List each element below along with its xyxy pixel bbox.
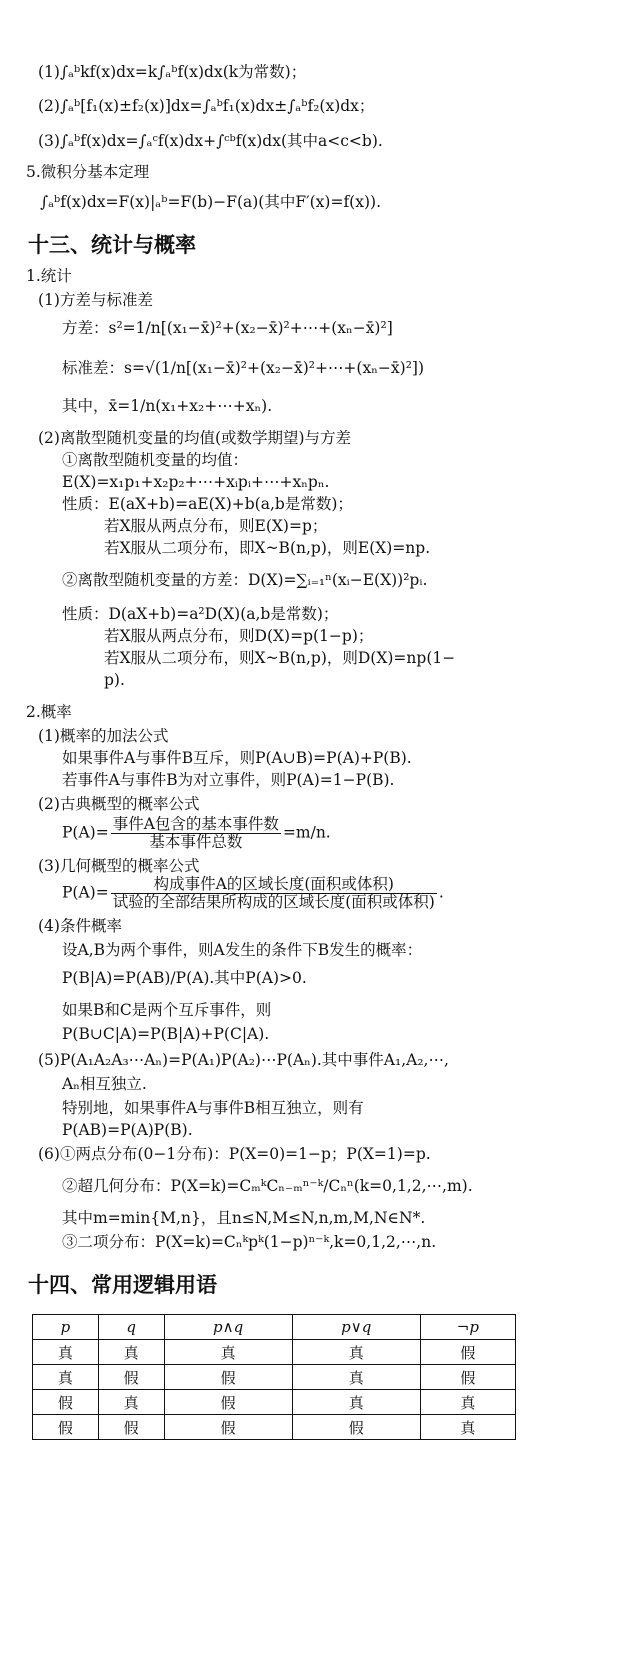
geometric-numerator: 构成事件A的区域长度(面积或体积) — [111, 876, 437, 894]
independence-line-3: 特别地，如果事件A与事件B相互独立，则有 — [62, 1099, 364, 1117]
table-cell: 假 — [98, 1415, 164, 1440]
header-cell-p: p — [33, 1315, 99, 1340]
classical-denominator: 基本事件总数 — [149, 833, 243, 851]
integral-property-1: (1)∫ₐᵇkf(x)dx=k∫ₐᵇf(x)dx(k为常数)； — [38, 63, 307, 81]
stats-heading: 1.统计 — [26, 267, 72, 285]
independence-line-1: (5)P(A₁A₂A₃⋯Aₙ)=P(A₁)P(A₂)⋯P(Aₙ).其中事件A₁,A₂,⋯, — [38, 1051, 449, 1069]
table-cell: 真 — [164, 1340, 292, 1365]
variance-formula: 方差：s²=1/n[(x₁−x̄)²+(x₂−x̄)²+⋯+(xₙ−x̄)²] — [62, 319, 393, 337]
geometric-heading: (3)几何概型的概率公式 — [38, 857, 200, 875]
table-cell: 假 — [164, 1365, 292, 1390]
table-cell: 假 — [164, 1390, 292, 1415]
classical-result: =m/n. — [282, 823, 331, 842]
variance-rv-definition: ②离散型随机变量的方差：D(X)=∑ᵢ₌₁ⁿ(xᵢ−E(X))²pᵢ. — [62, 571, 428, 589]
independence-line-4: P(AB)=P(A)P(B). — [62, 1121, 193, 1139]
geometric-fraction — [111, 876, 437, 911]
expectation-property: 性质：E(aX+b)=aE(X)+b(a,b是常数)； — [62, 495, 353, 513]
table-row — [33, 1415, 516, 1440]
distribution-hypergeometric-note: 其中m=min{M,n}，且n≤N,M≤N,n,m,M,N∈N*. — [62, 1209, 426, 1227]
independence-line-2: Aₙ相互独立. — [62, 1075, 147, 1093]
variance-rv-two-point: 若X服从两点分布，则D(X)=p(1−p)； — [104, 627, 374, 645]
header-cell-q: q — [98, 1315, 164, 1340]
geometric-denominator: 试验的全部结果所构成的区域长度(面积或体积) — [112, 893, 435, 911]
classical-formula — [62, 816, 331, 851]
variance-rv-property: 性质：D(aX+b)=a²D(X)(a,b是常数)； — [62, 605, 339, 623]
distribution-binomial: ③二项分布：P(X=k)=Cₙᵏpᵏ(1−p)ⁿ⁻ᵏ,k=0,1,2,⋯,n. — [62, 1233, 437, 1251]
conditional-line-3: 如果B和C是两个互斥事件，则 — [62, 1001, 272, 1019]
conditional-line-2: P(B|A)=P(AB)/P(A).其中P(A)>0. — [62, 969, 307, 987]
section13-title: 十三、统计与概率 — [28, 233, 196, 257]
expectation-heading: ①离散型随机变量的均值： — [62, 451, 249, 469]
integral-property-2: (2)∫ₐᵇ[f₁(x)±f₂(x)]dx=∫ₐᵇf₁(x)dx±∫ₐᵇf₂(x)dx； — [38, 97, 375, 115]
addition-complementary: 若事件A与事件B为对立事件，则P(A)=1−P(B). — [62, 771, 395, 789]
truth-table — [32, 1314, 516, 1440]
table-cell: 真 — [292, 1340, 420, 1365]
table-cell: 真 — [33, 1340, 99, 1365]
geometric-lhs: P(A)= — [62, 883, 109, 902]
table-cell: 真 — [98, 1340, 164, 1365]
expectation-definition: E(X)=x₁p₁+x₂p₂+⋯+xᵢpᵢ+⋯+xₙpₙ. — [62, 473, 330, 491]
header-cell-and: p∧q — [164, 1315, 292, 1340]
table-row — [33, 1340, 516, 1365]
ftc-formula: ∫ₐᵇf(x)dx=F(x)|ₐᵇ=F(b)−F(a)(其中F′(x)=f(x)). — [40, 193, 381, 211]
random-variable-heading: (2)离散型随机变量的均值(或数学期望)与方差 — [38, 429, 352, 447]
table-cell: 真 — [98, 1390, 164, 1415]
variance-heading: (1)方差与标准差 — [38, 291, 153, 309]
expectation-two-point: 若X服从两点分布，则E(X)=p； — [104, 517, 328, 535]
table-cell: 假 — [164, 1415, 292, 1440]
conditional-line-1: 设A,B为两个事件，则A发生的条件下B发生的概率： — [62, 941, 423, 959]
ftc-heading: 5.微积分基本定理 — [26, 163, 150, 181]
distribution-hypergeometric: ②超几何分布：P(X=k)=CₘᵏCₙ₋ₘⁿ⁻ᵏ/Cₙⁿ(k=0,1,2,⋯,m). — [62, 1177, 473, 1195]
table-cell: 假 — [420, 1340, 515, 1365]
classical-lhs: P(A)= — [62, 823, 109, 842]
table-cell: 真 — [292, 1365, 420, 1390]
table-row — [33, 1390, 516, 1415]
classical-fraction — [111, 816, 281, 851]
integral-property-3: (3)∫ₐᵇf(x)dx=∫ₐᶜf(x)dx+∫ᶜᵇf(x)dx(其中a<c<b). — [38, 132, 383, 150]
variance-rv-binomial-2: p). — [104, 671, 125, 689]
table-cell: 假 — [420, 1365, 515, 1390]
table-cell: 假 — [33, 1415, 99, 1440]
header-cell-or: p∨q — [292, 1315, 420, 1340]
expectation-binomial: 若X服从二项分布，即X~B(n,p)，则E(X)=np. — [104, 539, 431, 557]
table-cell: 假 — [98, 1365, 164, 1390]
table-cell: 真 — [33, 1365, 99, 1390]
geometric-formula: P(A)= $\frac{\text{构成事件A的区域长度(面积或体积)}}{\text{试验的全部结果所构成的区域长度(面积或体积)}}$ . — [62, 875, 444, 911]
header-cell-not: ¬p — [420, 1315, 515, 1340]
conditional-line-4: P(B∪C|A)=P(B|A)+P(C|A). — [62, 1025, 270, 1043]
section14-title: 十四、常用逻辑用语 — [28, 1273, 217, 1297]
table-cell: 真 — [292, 1390, 420, 1415]
addition-heading: (1)概率的加法公式 — [38, 727, 169, 745]
table-cell: 真 — [420, 1415, 515, 1440]
stddev-formula: 标准差：s=√(1/n[(x₁−x̄)²+(x₂−x̄)²+⋯+(xₙ−x̄)²]) — [62, 359, 425, 377]
truth-table-header — [33, 1315, 516, 1340]
mean-formula: 其中，x̄=1/n(x₁+x₂+⋯+xₙ). — [62, 397, 273, 415]
variance-rv-binomial-1: 若X服从二项分布，则X~B(n,p)，则D(X)=np(1− — [104, 649, 456, 667]
table-row — [33, 1365, 516, 1390]
conditional-heading: (4)条件概率 — [38, 917, 122, 935]
table-cell: 假 — [33, 1390, 99, 1415]
table-cell: 假 — [292, 1415, 420, 1440]
classical-numerator: 事件A包含的基本事件数 — [112, 815, 279, 833]
table-cell: 真 — [420, 1390, 515, 1415]
addition-mutually-exclusive: 如果事件A与事件B互斥，则P(A∪B)=P(A)+P(B). — [62, 749, 412, 767]
probability-heading: 2.概率 — [26, 703, 72, 721]
classical-heading: (2)古典概型的概率公式 — [38, 795, 200, 813]
distribution-two-point: (6)①两点分布(0−1分布)：P(X=0)=1−p；P(X=1)=p. — [38, 1145, 431, 1163]
